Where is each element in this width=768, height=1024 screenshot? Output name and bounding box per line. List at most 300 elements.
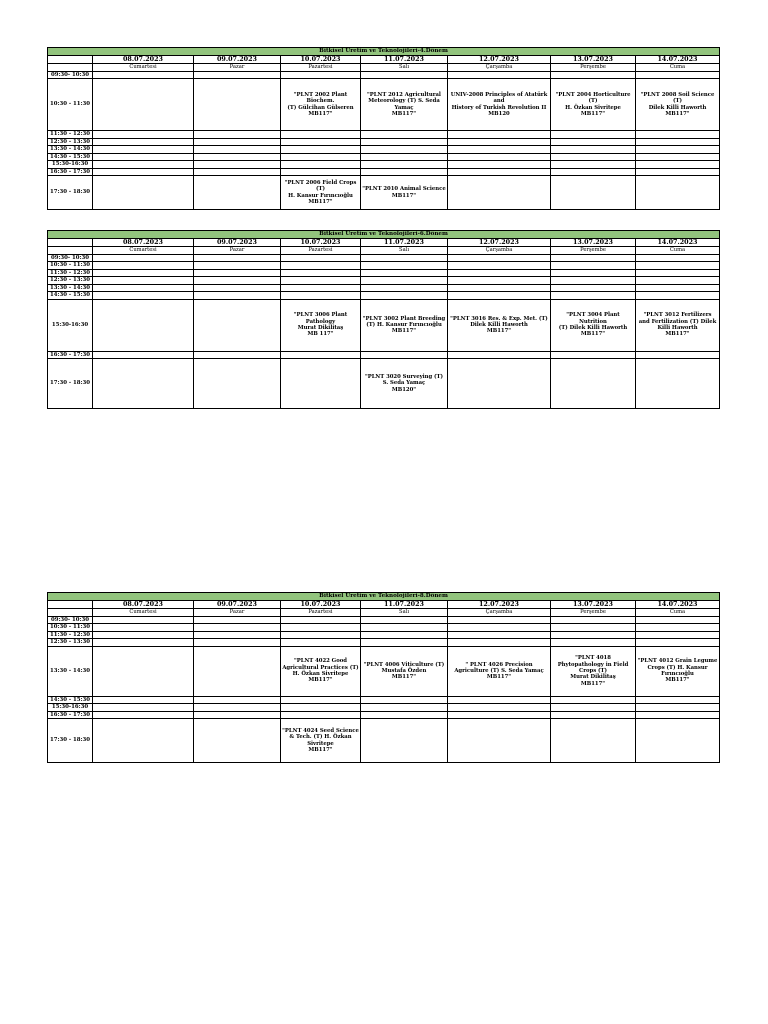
schedule-cell	[551, 138, 636, 145]
schedule-cell	[281, 711, 361, 718]
schedule-cell	[93, 284, 194, 291]
schedule-cell	[194, 153, 281, 160]
schedule-cell	[448, 269, 551, 276]
course-text-line: (T) Dilek Killi Haworth	[558, 325, 628, 332]
schedule-cell	[93, 704, 194, 711]
course-text-line: "PLNT 2012 Agricultural	[367, 91, 441, 98]
date-cell: 09.07.2023	[194, 600, 281, 609]
time-slot-label: 13:30 - 14:30	[48, 146, 93, 153]
day-name-cell: Cuma	[636, 64, 720, 71]
day-name-cell: Perşembe	[551, 609, 636, 616]
course-text-line: "PLNT 3012 Fertilizers	[643, 312, 712, 319]
course-entry	[551, 646, 636, 696]
schedule-cell	[361, 262, 448, 269]
schedule-cell	[361, 284, 448, 291]
course-text-line: "PLNT 2006 Field Crops (T)	[284, 179, 357, 193]
day-name-cell: Pazartesi	[281, 609, 361, 616]
schedule-cell	[361, 616, 448, 623]
date-cell: 10.07.2023	[281, 238, 361, 247]
time-slot-label: 13:30 - 14:30	[48, 284, 93, 291]
schedule-cell	[194, 131, 281, 138]
schedule-cell	[551, 696, 636, 703]
schedule-cell	[551, 71, 636, 78]
schedule-cell	[361, 696, 448, 703]
schedule-cell	[281, 624, 361, 631]
schedule-cell	[636, 631, 720, 638]
time-row	[48, 639, 720, 646]
course-entry	[281, 299, 361, 351]
course-text-line: " PLNT 4026 Precision	[465, 661, 533, 668]
course-entry	[448, 299, 551, 351]
course-entry	[361, 79, 448, 131]
schedule-cell	[361, 277, 448, 284]
date-row	[48, 238, 720, 247]
schedule-cell	[636, 624, 720, 631]
time-row	[48, 292, 720, 299]
schedule-cell	[194, 719, 281, 763]
schedule-cell	[361, 624, 448, 631]
schedule-cell	[93, 616, 194, 623]
time-slot-label: 16:30 - 17:30	[48, 168, 93, 175]
course-text-line: H. Özkan Sivritepe	[565, 104, 621, 111]
date-row	[48, 600, 720, 609]
schedule-cell	[636, 269, 720, 276]
time-row	[48, 146, 720, 153]
schedule-cell	[194, 254, 281, 261]
course-text-line: Sivritepe	[307, 740, 334, 747]
time-row	[48, 161, 720, 168]
course-text-line: "PLNT 4018	[575, 655, 611, 662]
course-text-line: "PLNT 4024 Seed Science	[282, 727, 359, 734]
schedule-cell	[361, 351, 448, 358]
time-slot-label: 14:30 - 15:30	[48, 696, 93, 703]
course-text-line: Dilek Killi Haworth	[648, 104, 707, 111]
schedule-cell	[448, 161, 551, 168]
time-slot-label: 14:30 - 15:30	[48, 153, 93, 160]
course-text-line: MB117"	[486, 674, 512, 681]
course-text-line: History of Turkish Revolution II	[451, 104, 547, 111]
course-text-line: Fırıncıoğlu	[661, 671, 694, 678]
course-text-line: Meteorology (T) S. Seda	[368, 98, 440, 105]
time-slot-label: 17:30 - 18:30	[48, 359, 93, 409]
day-name-cell: Pazartesi	[281, 247, 361, 254]
course-entry	[636, 299, 720, 351]
schedule-cell	[93, 176, 194, 210]
time-row	[48, 71, 720, 78]
corner-cell	[48, 64, 93, 71]
time-slot-label: 10:30 - 11:30	[48, 79, 93, 131]
schedule-cell	[194, 146, 281, 153]
course-text-line: Phytopathology in Field	[557, 661, 629, 668]
schedule-cell	[194, 176, 281, 210]
schedule-cell	[636, 351, 720, 358]
course-text-line: "PLNT 3016 Res. & Exp. Met. (T)	[450, 315, 548, 322]
schedule-cell	[448, 711, 551, 718]
day-name-cell: Pazartesi	[281, 64, 361, 71]
schedule-cell	[194, 646, 281, 696]
schedule-cell	[93, 624, 194, 631]
schedule-cell	[448, 176, 551, 210]
day-name-cell: Salı	[361, 609, 448, 616]
time-slot-label: 10:30 - 11:30	[48, 262, 93, 269]
schedule-cell	[636, 639, 720, 646]
course-entry	[361, 176, 448, 210]
date-cell: 12.07.2023	[448, 600, 551, 609]
course-text-line: MB117"	[391, 192, 417, 199]
schedule-cell	[636, 176, 720, 210]
schedule-cell	[194, 284, 281, 291]
schedule-cell	[361, 711, 448, 718]
schedule-cell	[194, 277, 281, 284]
date-cell: 08.07.2023	[93, 55, 194, 64]
schedule-cell	[448, 131, 551, 138]
course-text-line: MB117"	[665, 110, 690, 117]
schedule-cell	[361, 161, 448, 168]
schedule-cell	[281, 161, 361, 168]
course-entry	[281, 646, 361, 696]
schedule-cell	[281, 704, 361, 711]
schedule-cell	[194, 262, 281, 269]
time-row	[48, 359, 720, 409]
schedule-cell	[93, 138, 194, 145]
date-cell: 12.07.2023	[448, 55, 551, 64]
course-entry	[361, 359, 448, 409]
schedule-cell	[93, 269, 194, 276]
schedule-cell	[551, 284, 636, 291]
day-name-cell: Çarşamba	[448, 247, 551, 254]
schedule-cell	[281, 277, 361, 284]
schedule-cell	[636, 131, 720, 138]
course-text-line: Agricultural Practices (T)	[282, 664, 359, 671]
time-slot-label: 16:30 - 17:30	[48, 711, 93, 718]
date-cell: 11.07.2023	[361, 55, 448, 64]
table-title-row	[48, 48, 720, 56]
time-slot-label: 15:30-16:30	[48, 704, 93, 711]
course-entry	[636, 646, 720, 696]
date-cell: 11.07.2023	[361, 238, 448, 247]
table-title-row	[48, 231, 720, 239]
course-text-line: MB117"	[486, 328, 512, 335]
day-name-row	[48, 64, 720, 71]
schedule-cell	[93, 131, 194, 138]
schedule-cell	[93, 646, 194, 696]
time-slot-label: 09:30- 10:30	[48, 71, 93, 78]
course-entry	[551, 79, 636, 131]
schedule-cell	[448, 168, 551, 175]
schedule-cell	[194, 168, 281, 175]
course-text-line: Pathology	[305, 318, 336, 325]
course-entry	[281, 79, 361, 131]
date-cell: 12.07.2023	[448, 238, 551, 247]
schedule-cell	[93, 639, 194, 646]
schedule-cell	[361, 269, 448, 276]
schedule-table-4-donem	[47, 47, 720, 210]
course-text-line: H. Kansur Fırıncıoğlu	[288, 192, 353, 199]
course-text-line: MB120"	[391, 386, 417, 393]
schedule-cell	[636, 719, 720, 763]
schedule-cell	[194, 71, 281, 78]
course-entry	[448, 79, 551, 131]
schedule-cell	[194, 711, 281, 718]
course-entry	[636, 79, 720, 131]
schedule-cell	[194, 292, 281, 299]
schedule-cell	[448, 719, 551, 763]
time-row	[48, 176, 720, 210]
day-name-cell: Perşembe	[551, 247, 636, 254]
schedule-cell	[551, 176, 636, 210]
date-cell: 10.07.2023	[281, 600, 361, 609]
time-slot-label: 12:30 - 13:30	[48, 277, 93, 284]
schedule-cell	[361, 292, 448, 299]
schedule-cell	[93, 277, 194, 284]
schedule-cell	[448, 616, 551, 623]
schedule-cell	[551, 262, 636, 269]
time-slot-label: 17:30 - 18:30	[48, 719, 93, 763]
course-entry	[281, 176, 361, 210]
schedule-cell	[194, 161, 281, 168]
schedule-cell	[93, 168, 194, 175]
schedule-cell	[551, 719, 636, 763]
schedule-cell	[281, 269, 361, 276]
schedule-cell	[194, 631, 281, 638]
schedule-cell	[448, 292, 551, 299]
date-cell: 10.07.2023	[281, 55, 361, 64]
time-row	[48, 131, 720, 138]
course-text-line: MB120	[488, 110, 510, 117]
course-text-line: H. Özkan Sivritepe	[292, 671, 349, 678]
time-row	[48, 254, 720, 261]
day-name-cell: Perşembe	[551, 64, 636, 71]
schedule-cell	[281, 146, 361, 153]
day-name-cell: Pazar	[194, 609, 281, 616]
schedule-cell	[93, 262, 194, 269]
time-slot-label: 17:30 - 18:30	[48, 176, 93, 210]
date-cell: 09.07.2023	[194, 55, 281, 64]
schedule-cell	[93, 79, 194, 131]
schedule-cell	[636, 704, 720, 711]
day-name-cell: Çarşamba	[448, 609, 551, 616]
schedule-cell	[448, 146, 551, 153]
schedule-cell	[636, 262, 720, 269]
schedule-cell	[93, 299, 194, 351]
course-text-line: "PLNT 3006 Plant	[293, 312, 348, 319]
time-slot-label: 09:30- 10:30	[48, 616, 93, 623]
course-text-line: MB117"	[580, 110, 606, 117]
schedule-cell	[281, 71, 361, 78]
schedule-cell	[361, 254, 448, 261]
schedule-cell	[551, 254, 636, 261]
schedule-cell	[194, 138, 281, 145]
time-row	[48, 138, 720, 145]
schedule-cell	[281, 131, 361, 138]
schedule-cell	[448, 351, 551, 358]
course-text-line: MB117"	[308, 677, 333, 684]
schedule-cell	[636, 696, 720, 703]
course-text-line: UNIV-2008 Principles of Atatürk	[450, 91, 548, 98]
schedule-cell	[194, 624, 281, 631]
schedule-cell	[93, 292, 194, 299]
time-row	[48, 719, 720, 763]
schedule-cell	[448, 254, 551, 261]
schedule-cell	[551, 131, 636, 138]
schedule-cell	[281, 631, 361, 638]
schedule-cell	[551, 146, 636, 153]
course-text-line: MB117"	[665, 331, 690, 338]
schedule-cell	[93, 359, 194, 409]
corner-cell	[48, 609, 93, 616]
time-row	[48, 277, 720, 284]
time-slot-label: 10:30 - 11:30	[48, 624, 93, 631]
course-text-line: "PLNT 2008 Soil Science (T)	[640, 91, 715, 105]
time-slot-label: 12:30 - 13:30	[48, 138, 93, 145]
schedule-cell	[448, 71, 551, 78]
schedule-cell	[281, 254, 361, 261]
schedule-cell	[636, 711, 720, 718]
course-text-line: MB117"	[308, 746, 333, 753]
corner-cell	[48, 55, 93, 64]
time-slot-label: 12:30 - 13:30	[48, 639, 93, 646]
schedule-cell	[361, 71, 448, 78]
schedule-cell	[281, 168, 361, 175]
course-text-line: Yamaç	[394, 104, 414, 111]
schedule-cell	[194, 639, 281, 646]
time-slot-label: 14:30 - 15:30	[48, 292, 93, 299]
schedule-cell	[551, 153, 636, 160]
time-row	[48, 624, 720, 631]
schedule-cell	[93, 719, 194, 763]
schedule-cell	[93, 254, 194, 261]
time-row	[48, 646, 720, 696]
schedule-cell	[636, 359, 720, 409]
course-text-line: "PLNT 4022 Good	[294, 658, 347, 665]
schedule-cell	[361, 146, 448, 153]
schedule-cell	[194, 299, 281, 351]
course-entry	[361, 646, 448, 696]
course-text-line: & Tech. (T) H. Özkan	[289, 734, 352, 741]
schedule-cell	[361, 719, 448, 763]
time-row	[48, 631, 720, 638]
schedule-cell	[448, 696, 551, 703]
schedule-cell	[93, 631, 194, 638]
schedule-cell	[636, 292, 720, 299]
time-slot-label: 11:30 - 12:30	[48, 631, 93, 638]
day-name-cell: Cumartesi	[93, 64, 194, 71]
schedule-cell	[281, 351, 361, 358]
corner-cell	[48, 238, 93, 247]
course-text-line: and	[493, 98, 505, 105]
course-text-line: "PLNT 3020 Surveying (T)	[364, 374, 444, 380]
course-text-line: and Fertilization (T) Dilek	[638, 318, 717, 325]
course-text-line: Mustafa Özden	[381, 667, 427, 674]
schedule-cell	[281, 616, 361, 623]
course-text-line: MB117"	[391, 674, 417, 681]
schedule-cell	[551, 269, 636, 276]
day-name-cell: Çarşamba	[448, 64, 551, 71]
course-text-line: Murat Dikilitaş	[297, 325, 344, 332]
course-text-line: "PLNT 2004 Horticulture (T)	[555, 91, 631, 105]
schedule-cell	[194, 704, 281, 711]
course-text-line: (T) Gülcihan Gülseren	[287, 104, 354, 111]
schedule-cell	[93, 711, 194, 718]
schedule-cell	[448, 704, 551, 711]
date-cell: 08.07.2023	[93, 238, 194, 247]
schedule-cell	[448, 631, 551, 638]
schedule-cell	[281, 292, 361, 299]
schedule-cell	[281, 696, 361, 703]
time-slot-label: 11:30 - 12:30	[48, 269, 93, 276]
schedule-cell	[448, 262, 551, 269]
schedule-cell	[361, 138, 448, 145]
time-row	[48, 79, 720, 131]
schedule-cell	[448, 277, 551, 284]
course-text-line: "PLNT 4006 Viticulture (T)	[363, 661, 445, 668]
course-text-line: "PLNT 4012 Grain Legume	[637, 658, 718, 665]
table-title: Bitkisel Üretim ve Teknolojileri-6.Dönem	[48, 231, 720, 239]
schedule-cell	[194, 696, 281, 703]
schedule-cell	[551, 277, 636, 284]
schedule-cell	[93, 351, 194, 358]
date-cell: 13.07.2023	[551, 55, 636, 64]
course-entry	[551, 299, 636, 351]
course-text-line: MB117"	[391, 328, 417, 335]
date-cell: 14.07.2023	[636, 55, 720, 64]
course-text-line: (T) H. Kansur Fırıncıoğlu	[366, 321, 442, 328]
schedule-cell	[636, 71, 720, 78]
day-name-cell: Pazar	[194, 64, 281, 71]
day-name-cell: Salı	[361, 64, 448, 71]
course-text-line: Dilek Killi Haworth	[470, 321, 528, 328]
schedule-cell	[551, 161, 636, 168]
schedule-cell	[361, 153, 448, 160]
course-text-line: MB117"	[308, 110, 333, 117]
schedule-cell	[636, 284, 720, 291]
schedule-cell	[636, 277, 720, 284]
course-entry	[281, 719, 361, 763]
day-name-cell: Cumartesi	[93, 609, 194, 616]
schedule-cell	[194, 616, 281, 623]
schedule-cell	[448, 624, 551, 631]
course-text-line: Murat Dikilitaş	[570, 674, 616, 681]
schedule-cell	[636, 161, 720, 168]
time-slot-label: 13:30 - 14:30	[48, 646, 93, 696]
course-text-line: MB117"	[580, 680, 606, 687]
date-cell: 14.07.2023	[636, 238, 720, 247]
schedule-cell	[194, 79, 281, 131]
date-cell: 13.07.2023	[551, 238, 636, 247]
schedule-cell	[194, 359, 281, 409]
schedule-cell	[636, 616, 720, 623]
course-text-line: "PLNT 3004 Plant Nutrition	[566, 312, 620, 325]
schedule-cell	[93, 696, 194, 703]
time-row	[48, 262, 720, 269]
day-name-cell: Cuma	[636, 609, 720, 616]
day-name-row	[48, 609, 720, 616]
schedule-cell	[448, 639, 551, 646]
time-slot-label: 09:30- 10:30	[48, 254, 93, 261]
course-entry	[361, 299, 448, 351]
corner-cell	[48, 247, 93, 254]
schedule-table-6-donem	[47, 230, 720, 409]
table-title-row	[48, 593, 720, 601]
schedule-cell	[448, 284, 551, 291]
course-text-line: MB117"	[665, 677, 690, 684]
time-row	[48, 696, 720, 703]
schedule-cell	[448, 138, 551, 145]
corner-cell	[48, 600, 93, 609]
date-cell: 13.07.2023	[551, 600, 636, 609]
schedule-cell	[93, 161, 194, 168]
schedule-cell	[636, 146, 720, 153]
